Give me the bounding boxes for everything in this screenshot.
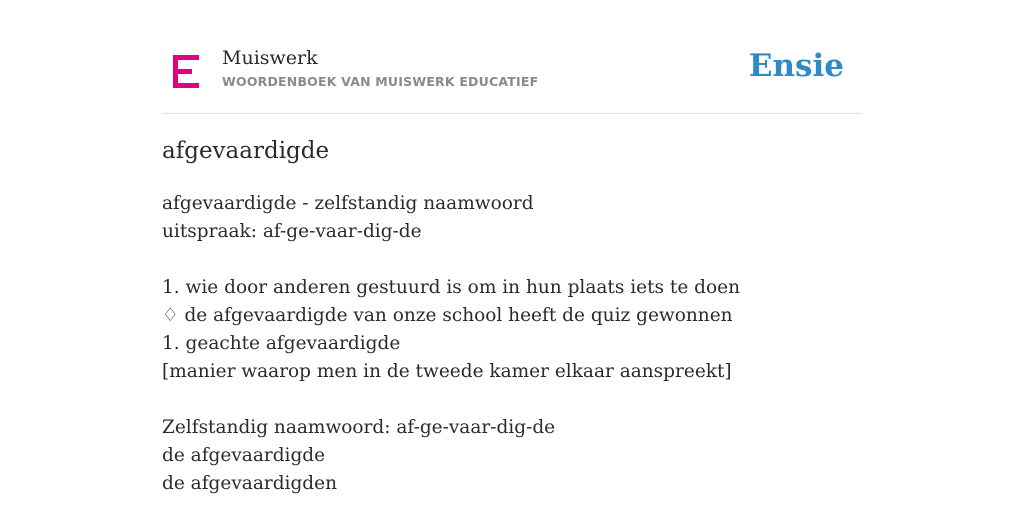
entry-line-singular: de afgevaardigde <box>162 445 326 466</box>
entry-title: afgevaardigde <box>162 138 330 164</box>
site-header <box>162 40 862 114</box>
entry-line-pronunciation: uitspraak: af-ge-vaar-dig-de <box>162 221 422 242</box>
entry-line-plural: de afgevaardigden <box>162 473 338 494</box>
entry-line-phrase-note: [manier waarop men in de tweede kamer elkaar aanspreekt] <box>162 361 732 382</box>
entry-line-blank <box>162 246 862 274</box>
entry-line-word-class: afgevaardigde - zelfstandig naamwoord <box>162 193 534 214</box>
entry-content <box>162 190 862 498</box>
entry-line-blank <box>162 386 862 414</box>
muiswerk-logo-icon[interactable] <box>173 55 199 88</box>
entry-line-hyphenation: Zelfstandig naamwoord: af-ge-vaar-dig-de <box>162 417 556 438</box>
brand[interactable] <box>222 46 538 89</box>
entry-line-definition: 1. wie door anderen gestuurd is om in hun plaats iets te doen <box>162 277 740 298</box>
brand-name: Muiswerk <box>222 47 318 69</box>
brand-subtitle: WOORDENBOEK VAN MUISWERK EDUCATIEF <box>222 74 539 89</box>
entry-line-example: ♢ de afgevaardigde van onze school heeft de quiz gewonnen <box>162 305 733 326</box>
entry-line-phrase: 1. geachte afgevaardigde <box>162 333 401 354</box>
ensie-logo-link[interactable]: Ensie <box>748 48 844 84</box>
